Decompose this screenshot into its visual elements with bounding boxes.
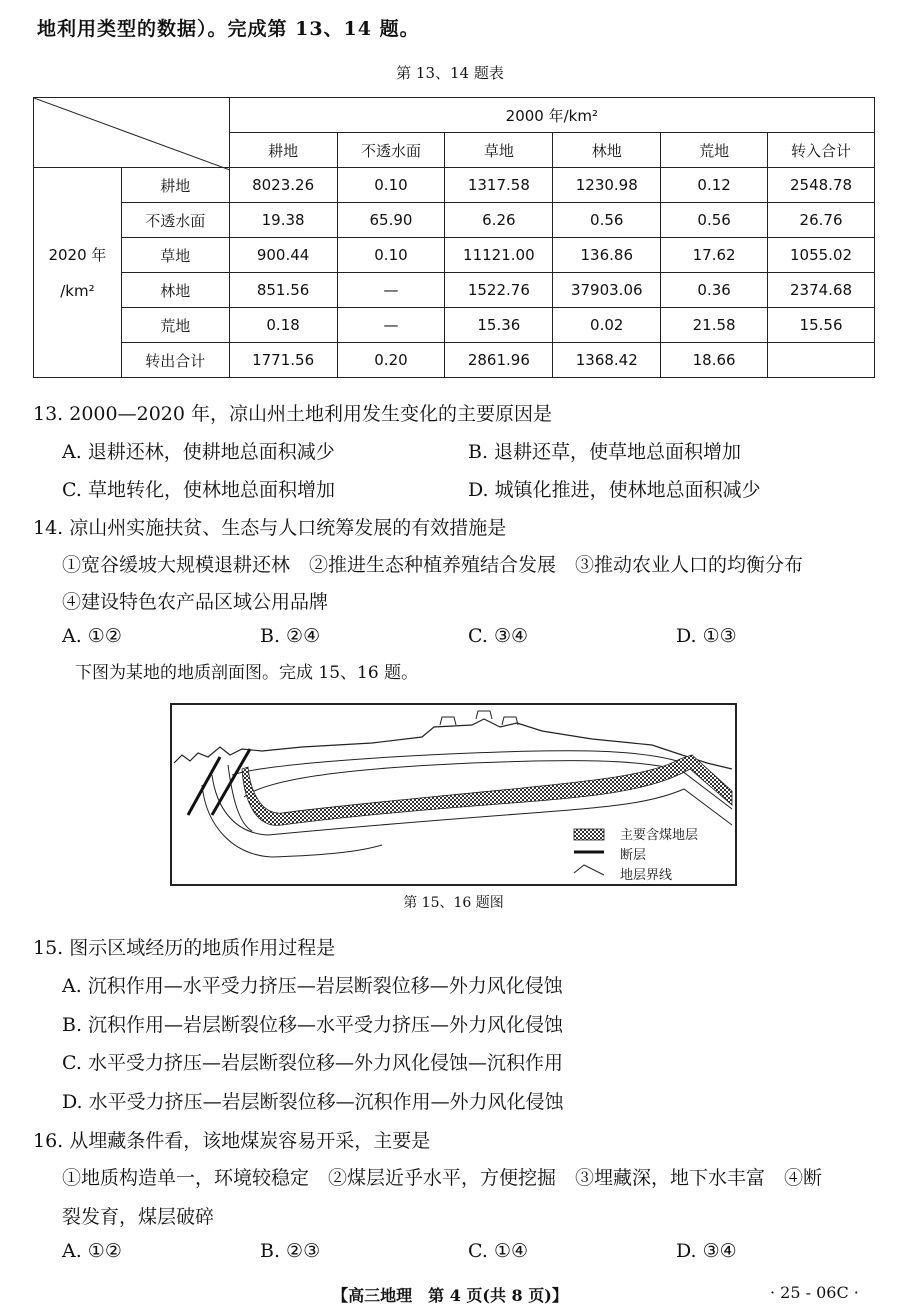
row-label: 林地: [121, 273, 229, 308]
q15-option-c: C. 水平受力挤压—岩层断裂位移—外力风化侵蚀—沉积作用: [62, 1052, 563, 1074]
q16-line2: 裂发育，煤层破碎: [62, 1206, 215, 1228]
table-cell: 15.36: [445, 308, 553, 343]
table-cell: 26.76: [768, 203, 875, 238]
row-label: 耕地: [121, 168, 229, 203]
table-cell: 0.10: [337, 168, 445, 203]
q15-option-d: D. 水平受力挤压—岩层断裂位移—沉积作用—外力风化侵蚀: [62, 1091, 564, 1113]
table-cell: 6.26: [445, 203, 553, 238]
row-label: 不透水面: [121, 203, 229, 238]
table-cell: 2374.68: [768, 273, 875, 308]
table-cell: 0.18: [229, 308, 337, 343]
col-group-header: 2000 年/km²: [229, 98, 874, 133]
table-cell: 18.66: [661, 343, 768, 378]
q16-line1: ①地质构造单一，环境较稳定 ②煤层近乎水平，方便挖掘 ③埋藏深，地下水丰富 ④断: [62, 1167, 823, 1189]
table-row: [34, 308, 875, 343]
col-header: 不透水面: [337, 133, 445, 168]
q14-line2: ④建设特色农产品区域公用品牌: [62, 591, 329, 613]
table-cell: 1055.02: [768, 238, 875, 273]
q15-stem: 15. 图示区域经历的地质作用过程是: [33, 937, 336, 959]
table-cell: 0.56: [553, 203, 661, 238]
q14-option-d: D. ①③: [676, 625, 737, 647]
table-cell: 11121.00: [445, 238, 553, 273]
row-label: 转出合计: [121, 343, 229, 378]
table-cell: 19.38: [229, 203, 337, 238]
table-cell: 15.56: [768, 308, 875, 343]
col-header: 转入合计: [768, 133, 875, 168]
land-use-table: [33, 97, 875, 378]
diagonal-line: [34, 98, 230, 170]
intro-text: 地利用类型的数据）。完成第 13、14 题。: [37, 18, 420, 40]
page-footer: 【高三地理 第 4 页(共 8 页)】: [332, 1286, 568, 1305]
table-row: [34, 203, 875, 238]
table-cell: —: [337, 273, 445, 308]
col-header: 荒地: [661, 133, 768, 168]
boundary-legend-swatch: [574, 865, 604, 875]
row-label: 荒地: [121, 308, 229, 343]
surface-outcrop: [440, 711, 518, 725]
table-cell: 1368.42: [553, 343, 661, 378]
q13-option-a: A. 退耕还林，使耕地总面积减少: [62, 441, 335, 463]
table-cell: [768, 343, 875, 378]
page-code: · 25 - 06C ·: [770, 1283, 859, 1302]
q14-option-b: B. ②④: [260, 625, 321, 647]
table-cell: 21.58: [661, 308, 768, 343]
table-row: [34, 343, 875, 378]
table-cell: 0.12: [661, 168, 768, 203]
table-cell: —: [337, 308, 445, 343]
q14-option-a: A. ①②: [62, 625, 122, 647]
table-cell: 0.36: [661, 273, 768, 308]
figure-caption: 第 15、16 题图: [403, 895, 504, 911]
table-cell: 0.02: [553, 308, 661, 343]
table-cell: 17.62: [661, 238, 768, 273]
col-header: 林地: [553, 133, 661, 168]
table-cell: 2548.78: [768, 168, 875, 203]
table-cell: 136.86: [553, 238, 661, 273]
table-title: 第 13、14 题表: [396, 64, 504, 82]
table-cell: 1317.58: [445, 168, 553, 203]
q16-option-c: C. ①④: [468, 1240, 529, 1262]
table-cell: 2861.96: [445, 343, 553, 378]
q16-option-d: D. ③④: [676, 1240, 737, 1262]
row-group-year: 2020 年: [48, 245, 107, 264]
q16-option-a: A. ①②: [62, 1240, 122, 1262]
q14-line1: ①宽谷缓坡大规模退耕还林 ②推进生态种植养殖结合发展 ③推动农业人口的均衡分布: [62, 554, 804, 576]
q16-stem: 16. 从埋藏条件看，该地煤炭容易开采，主要是: [33, 1130, 431, 1152]
terrain-line: [174, 719, 732, 769]
q14-stem: 14. 凉山州实施扶贫、生态与人口统筹发展的有效措施是: [33, 517, 507, 539]
table-cell: 8023.26: [229, 168, 337, 203]
q15-option-a: A. 沉积作用—水平受力挤压—岩层断裂位移—外力风化侵蚀: [62, 975, 563, 997]
row-label: 草地: [121, 238, 229, 273]
table-cell: 0.10: [337, 238, 445, 273]
legend-boundary-label: 地层界线: [620, 868, 673, 883]
table-row: [34, 168, 875, 203]
table-cell: 900.44: [229, 238, 337, 273]
table-cell: 851.56: [229, 273, 337, 308]
q16-option-b: B. ②③: [260, 1240, 321, 1262]
q13-option-c: C. 草地转化，使林地总面积增加: [62, 479, 335, 501]
table-cell: 1771.56: [229, 343, 337, 378]
legend-fault-label: 断层: [620, 848, 647, 863]
table-cell: 0.20: [337, 343, 445, 378]
table-cell: 65.90: [337, 203, 445, 238]
q13-stem: 13. 2000—2020 年，凉山州土地利用发生变化的主要原因是: [33, 403, 553, 425]
table-row: [34, 273, 875, 308]
geologic-section-figure: [170, 703, 737, 886]
table-cell: 1522.76: [445, 273, 553, 308]
table-cell: 37903.06: [553, 273, 661, 308]
q13-option-d: D. 城镇化推进，使林地总面积减少: [468, 479, 761, 501]
row-group-unit: /km²: [60, 281, 95, 300]
fault-line: [188, 757, 220, 815]
q14-option-c: C. ③④: [468, 625, 529, 647]
table-cell: 0.56: [661, 203, 768, 238]
figure-intro: 下图为某地的地质剖面图。完成 15、16 题。: [75, 663, 419, 683]
row-group-header: [34, 168, 122, 378]
table-row: [34, 238, 875, 273]
coal-legend-swatch: [574, 829, 604, 840]
col-header: 耕地: [229, 133, 337, 168]
geologic-section-drawing: [172, 705, 735, 884]
table-corner-cell: [34, 98, 230, 168]
col-header: 草地: [445, 133, 553, 168]
q15-option-b: B. 沉积作用—岩层断裂位移—水平受力挤压—外力风化侵蚀: [62, 1014, 564, 1036]
table-cell: 1230.98: [553, 168, 661, 203]
q13-option-b: B. 退耕还草，使草地总面积增加: [468, 441, 742, 463]
legend-coal-label: 主要含煤地层: [620, 828, 699, 843]
